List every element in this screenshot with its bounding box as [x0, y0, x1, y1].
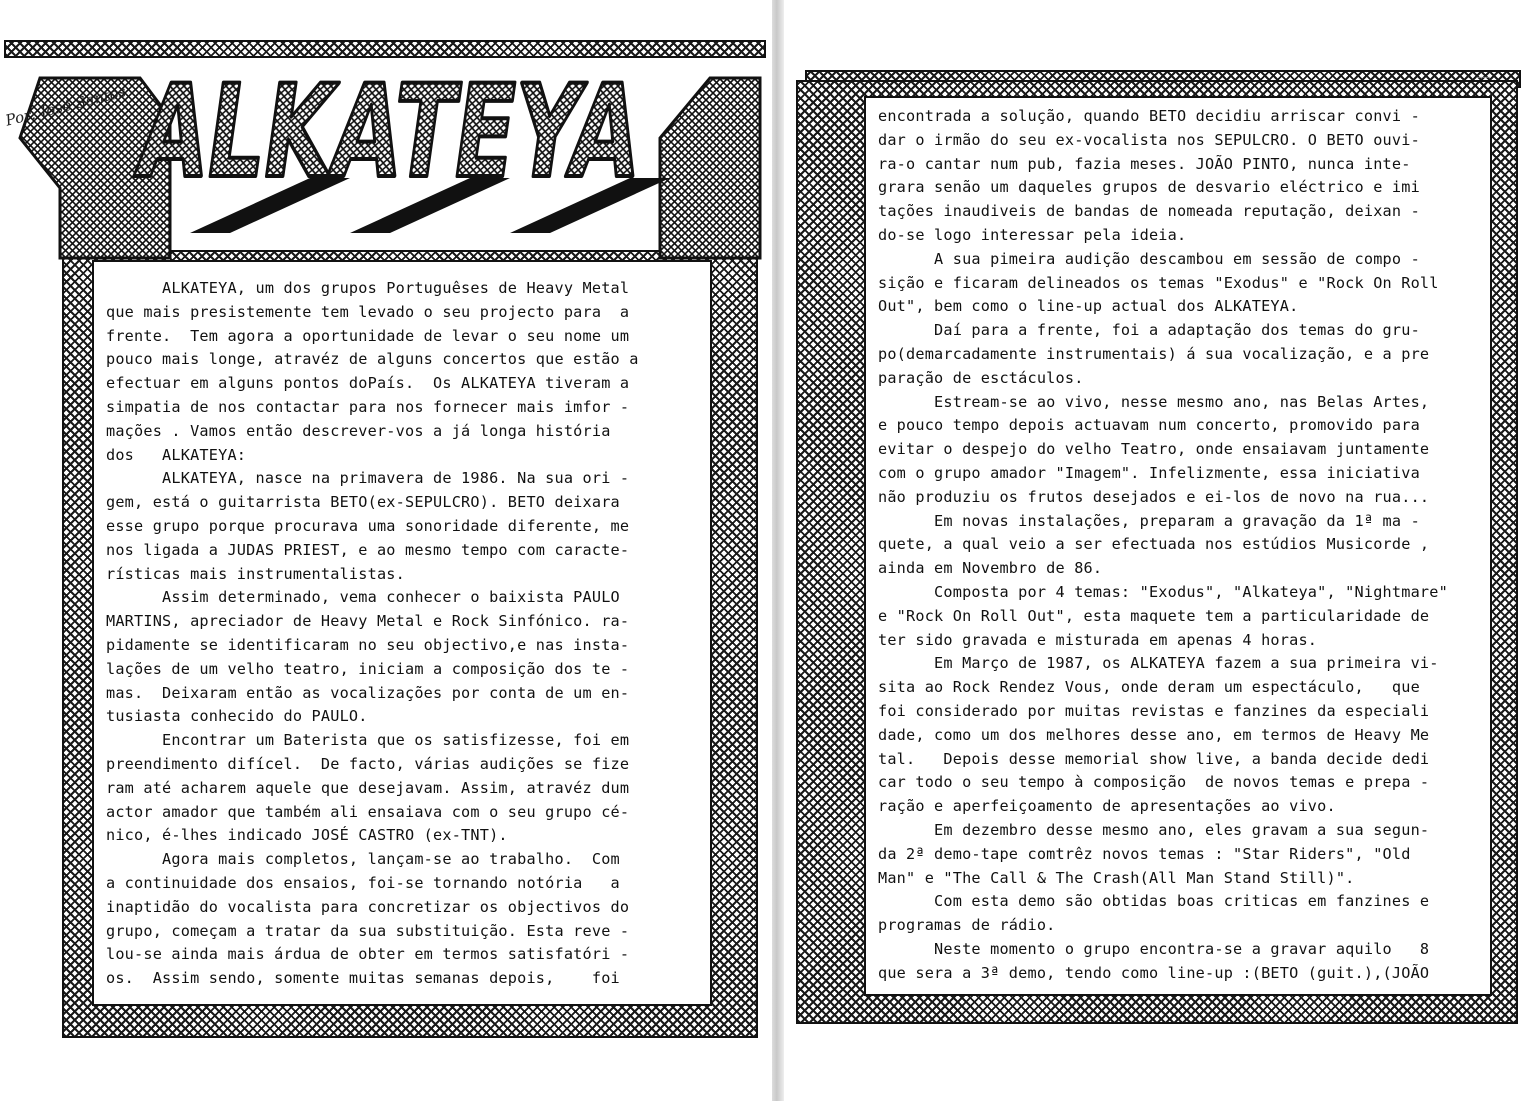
text-line: Com esta demo são obtidas boas criticas em fanzines e — [878, 892, 1430, 911]
text-line: pidamente se identificaram no seu objectivo,e nas insta- — [106, 635, 630, 654]
text-line: tações inaudiveis de bandas de nomeada reputação, deixan - — [878, 202, 1420, 221]
text-line: ração e aperfeiçoamento de apresentações ao vivo. — [878, 797, 1336, 816]
text-line: Neste momento o grupo encontra-se a gravar aquilo 8 — [878, 939, 1430, 958]
text-line: Encontrar um Baterista que os satisfizesse, foi em — [106, 731, 630, 750]
text-line: ter sido gravada e misturada em apenas 4 horas. — [878, 630, 1318, 649]
text-line: e pouco tempo depois actuavam num concerto, promovido para — [878, 416, 1420, 435]
page-mark: —— — [1476, 70, 1490, 83]
text-line: car todo o seu tempo à composição de novos temas e prepa - — [878, 773, 1430, 792]
text-line: actor amador que também ali ensaiava com o seu grupo cé- — [106, 802, 630, 821]
text-line: não produziu os frutos desejados e ei-los de novo na rua... — [878, 487, 1430, 506]
text-line: ALKATEYA, um dos grupos Portuguêses de Heavy Metal — [106, 279, 630, 297]
text-line: Agora mais completos, lançam-se ao trabalho. Com — [106, 850, 620, 869]
text-line: pouco mais longe, atravéz de alguns concertos que estão a — [106, 350, 639, 369]
top-hatched-border — [4, 40, 766, 58]
text-line: Em novas instalações, preparam a gravação da 1ª ma - — [878, 511, 1420, 530]
text-line: ALKATEYA, nasce na primavera de 1986. Na sua ori - — [106, 469, 630, 488]
text-line: rísticas mais instrumentalistas. — [106, 564, 405, 583]
text-line: com o grupo amador "Imagem". Infelizmente, essa iniciativa — [878, 463, 1420, 482]
text-line: lou-se ainda mais árdua de obter em termos satisfatóri - — [106, 945, 630, 964]
text-line: quete, a qual veio a ser efectuada nos estúdios Musicorde , — [878, 535, 1430, 554]
text-line: foi considerado por muitas revistas e fanzines da especiali — [878, 701, 1430, 720]
text-line: Assim determinado, vema conhecer o baixista PAULO — [106, 588, 620, 607]
text-line: inaptidão do vocalista para concretizar os objectivos do — [106, 897, 630, 916]
text-line: ainda em Novembro de 86. — [878, 559, 1103, 578]
text-line: dar o irmão do seu ex-vocalista nos SEPULCRO. O BETO ouvi- — [878, 130, 1420, 149]
text-line: nos ligada a JUDAS PRIEST, e ao mesmo tempo com caracte- — [106, 540, 630, 559]
text-line: mas. Deixaram então as vocalizações por conta de um en- — [106, 683, 630, 702]
text-line: Em Março de 1987, os ALKATEYA fazem a sua primeira vi- — [878, 654, 1439, 673]
text-line: a continuidade dos ensaios, foi-se tornando notória a — [106, 873, 620, 892]
text-line: da 2ª demo-tape comtrêz novos temas : "Star Riders", "Old — [878, 844, 1411, 863]
text-line: ra-o cantar num pub, fazia meses. JOÃO PINTO, nunca inte- — [878, 154, 1411, 173]
text-line: tal. Depois desse memorial show live, a banda decide dedi — [878, 749, 1430, 768]
text-line: esse grupo porque procurava uma sonoridade diferente, me — [106, 516, 630, 535]
text-line: nico, é-lhes indicado JOSÉ CASTRO (ex-TNT). — [106, 826, 508, 845]
text-line: ram até acharem aquele que desejavam. Assim, atravéz dum — [106, 778, 630, 797]
text-line: dade, como um dos melhores desse ano, em termos de Heavy Me — [878, 725, 1430, 744]
text-line: po(demarcadamente instrumentais) á sua vocalização, e a pre — [878, 344, 1430, 363]
text-line: sição e ficaram delineados os temas "Exodus" e "Rock On Roll — [878, 273, 1439, 292]
text-line: grupo, começam a tratar da sua substituição. Esta reve - — [106, 921, 630, 940]
author-byline: Por: José Santos — [3, 82, 128, 130]
text-line: A sua pimeira audição descambou em sessão de compo - — [878, 249, 1420, 268]
text-line: que mais presistemente tem levado o seu projecto para a — [106, 302, 630, 321]
page-gutter — [772, 0, 784, 1101]
text-line: evitar o despejo do velho Teatro, onde ensaiavam juntamente — [878, 440, 1430, 459]
text-line: que sera a 3ª demo, tendo como line-up :(BETO (guit.),(JOÃO — [878, 963, 1430, 982]
alkateya-logo — [20, 58, 874, 258]
text-line: os. Assim sendo, somente muitas semanas depois, foi — [106, 969, 620, 988]
text-line: efectuar em alguns pontos doPaís. Os ALKATEYA tiveram a — [106, 374, 630, 393]
text-line: simpatia de nos contactar para nos fornecer mais imfor - — [106, 397, 630, 416]
text-line: encontrada a solução, quando BETO decidiu arriscar convi - — [878, 107, 1420, 125]
text-line: Em dezembro desse mesmo ano, eles gravam a sua segun- — [878, 820, 1430, 839]
text-line: paração de esctáculos. — [878, 368, 1084, 387]
text-line: e "Rock On Roll Out", esta maquete tem a particularidade de — [878, 606, 1430, 625]
text-line: mações . Vamos então descrever-vos a já longa história — [106, 421, 611, 440]
logo-text: ALKATEYA — [129, 58, 874, 207]
text-line: grara senão um daqueles grupos de desvario eléctrico e imi — [878, 178, 1420, 197]
text-line: Man" e "The Call & The Crash(All Man Stand Still)". — [878, 868, 1355, 887]
text-line: do-se logo interessar pela ideia. — [878, 225, 1187, 244]
text-line: Out", bem como o line-up actual dos ALKATEYA. — [878, 297, 1299, 316]
right-article-column — [878, 105, 1448, 985]
text-line: sita ao Rock Rendez Vous, onde deram um espectáculo, que — [878, 678, 1420, 697]
text-line: frente. Tem agora a oportunidade de levar o seu nome um — [106, 326, 630, 345]
text-line: Composta por 4 temas: "Exodus", "Alkateya", "Nightmare" — [878, 582, 1448, 601]
left-article-column — [106, 277, 639, 991]
text-line: programas de rádio. — [878, 916, 1056, 935]
text-line: preendimento difícel. De facto, várias audições se fize — [106, 754, 630, 773]
text-line: Daí para a frente, foi a adaptação dos temas do gru- — [878, 321, 1420, 340]
text-line: gem, está o guitarrista BETO(ex-SEPULCRO). BETO deixara — [106, 493, 620, 512]
text-line: Estream-se ao vivo, nesse mesmo ano, nas Belas Artes, — [878, 392, 1430, 411]
text-line: tusiasta conhecido do PAULO. — [106, 707, 368, 726]
text-line: MARTINS, apreciador de Heavy Metal e Rock Sinfónico. ra- — [106, 612, 630, 631]
text-line: lações de um velho teatro, iniciam a composição dos te - — [106, 659, 630, 678]
text-line: dos ALKATEYA: — [106, 445, 247, 464]
